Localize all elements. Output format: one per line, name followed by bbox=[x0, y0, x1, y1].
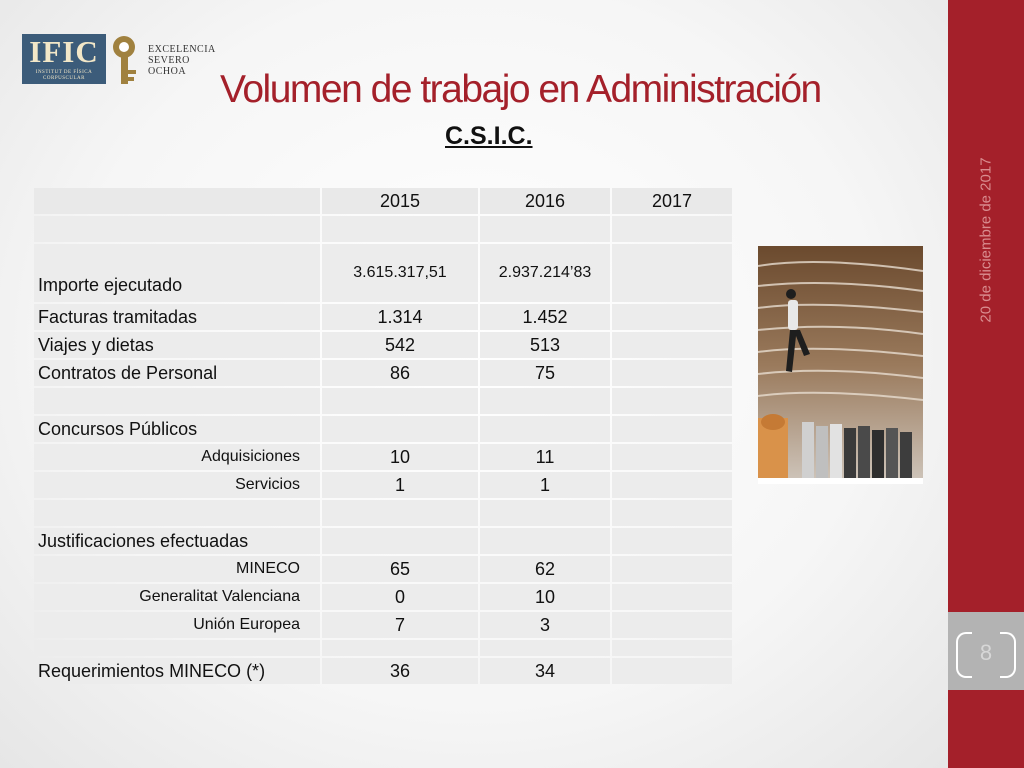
cell-2016: 11 bbox=[480, 444, 610, 470]
cell-2015: 542 bbox=[322, 332, 478, 358]
row-label: MINECO bbox=[34, 556, 320, 582]
table-header-row bbox=[34, 188, 732, 214]
cell-2016 bbox=[480, 388, 610, 414]
table-row bbox=[34, 500, 732, 526]
row-label: Adquisiciones bbox=[34, 444, 320, 470]
table-row bbox=[34, 244, 732, 302]
right-sidebar bbox=[948, 0, 1024, 768]
cell-2017 bbox=[612, 472, 732, 498]
table-header-cell: 2015 bbox=[322, 188, 478, 214]
cell-2015: 1 bbox=[322, 472, 478, 498]
row-label: Facturas tramitadas bbox=[34, 304, 320, 330]
row-label bbox=[34, 500, 320, 526]
cell-2015 bbox=[322, 500, 478, 526]
row-label bbox=[34, 640, 320, 656]
cell-2015: 86 bbox=[322, 360, 478, 386]
cell-2015 bbox=[322, 528, 478, 554]
cell-2015 bbox=[322, 216, 478, 242]
table-header-cell bbox=[34, 188, 320, 214]
cell-2017 bbox=[612, 216, 732, 242]
slide-date: 20 de diciembre de 2017 bbox=[977, 157, 995, 323]
row-label: Servicios bbox=[34, 472, 320, 498]
row-label bbox=[34, 388, 320, 414]
cell-2016: 62 bbox=[480, 556, 610, 582]
table-row bbox=[34, 332, 732, 358]
cell-2016: 513 bbox=[480, 332, 610, 358]
table-row bbox=[34, 640, 732, 656]
cell-2017 bbox=[612, 528, 732, 554]
cell-2017 bbox=[612, 304, 732, 330]
row-label: Viajes y dietas bbox=[34, 332, 320, 358]
row-label: Generalitat Valenciana bbox=[34, 584, 320, 610]
cell-2016: 1.452 bbox=[480, 304, 610, 330]
cell-2017 bbox=[612, 556, 732, 582]
cell-2015 bbox=[322, 416, 478, 442]
cell-2015: 7 bbox=[322, 612, 478, 638]
cell-2015: 36 bbox=[322, 658, 478, 684]
cell-2015: 0 bbox=[322, 584, 478, 610]
excelencia-severo-ochoa-text: EXCELENCIA SEVERO OCHOA bbox=[148, 44, 216, 77]
page-number-box bbox=[948, 612, 1024, 690]
table-row bbox=[34, 360, 732, 386]
table-row bbox=[34, 216, 732, 242]
cell-2017 bbox=[612, 360, 732, 386]
cell-2016 bbox=[480, 416, 610, 442]
table-row bbox=[34, 556, 732, 582]
table-row bbox=[34, 584, 732, 610]
ific-subtext: INSTITUT DE FÍSICA CORPUSCULAR bbox=[35, 70, 93, 81]
cell-2015 bbox=[322, 388, 478, 414]
workload-table bbox=[32, 186, 734, 686]
cell-2016 bbox=[480, 216, 610, 242]
table-row bbox=[34, 472, 732, 498]
paperwork-illustration bbox=[758, 246, 923, 484]
cell-2016 bbox=[480, 640, 610, 656]
slide-title: Volumen de trabajo en Administración bbox=[220, 68, 821, 111]
cell-2016: 2.937.214’83 bbox=[480, 244, 610, 302]
row-label: Concursos Públicos bbox=[34, 416, 320, 442]
slide-subtitle: C.S.I.C. bbox=[445, 122, 533, 150]
cell-2017 bbox=[612, 332, 732, 358]
cell-2016: 10 bbox=[480, 584, 610, 610]
table-row bbox=[34, 612, 732, 638]
cell-2017 bbox=[612, 388, 732, 414]
row-label: Requerimientos MINECO (*) bbox=[34, 658, 320, 684]
cell-2017 bbox=[612, 444, 732, 470]
table-row bbox=[34, 658, 732, 684]
table-row bbox=[34, 528, 732, 554]
page-number: 8 bbox=[979, 640, 993, 665]
table-row bbox=[34, 304, 732, 330]
cell-2016 bbox=[480, 500, 610, 526]
table-row bbox=[34, 416, 732, 442]
row-label: Unión Europea bbox=[34, 612, 320, 638]
table-header-cell: 2017 bbox=[612, 188, 732, 214]
row-label: Contratos de Personal bbox=[34, 360, 320, 386]
cell-2015: 1.314 bbox=[322, 304, 478, 330]
row-label bbox=[34, 216, 320, 242]
cell-2017 bbox=[612, 658, 732, 684]
table-row bbox=[34, 388, 732, 414]
cell-2016: 1 bbox=[480, 472, 610, 498]
cell-2016: 34 bbox=[480, 658, 610, 684]
cell-2017 bbox=[612, 584, 732, 610]
ific-wordmark: IFIC bbox=[22, 34, 106, 84]
table-header-cell: 2016 bbox=[480, 188, 610, 214]
cell-2015 bbox=[322, 640, 478, 656]
cell-2015: 10 bbox=[322, 444, 478, 470]
cell-2017 bbox=[612, 640, 732, 656]
table-row bbox=[34, 444, 732, 470]
key-icon bbox=[110, 34, 144, 86]
cell-2016: 3 bbox=[480, 612, 610, 638]
cell-2015: 65 bbox=[322, 556, 478, 582]
row-label: Justificaciones efectuadas bbox=[34, 528, 320, 554]
cell-2016: 75 bbox=[480, 360, 610, 386]
cell-2016 bbox=[480, 528, 610, 554]
cell-2017 bbox=[612, 416, 732, 442]
cell-2017 bbox=[612, 500, 732, 526]
cell-2015: 3.615.317,51 bbox=[322, 244, 478, 302]
cell-2017 bbox=[612, 244, 732, 302]
row-label: Importe ejecutado bbox=[34, 244, 320, 302]
cell-2017 bbox=[612, 612, 732, 638]
